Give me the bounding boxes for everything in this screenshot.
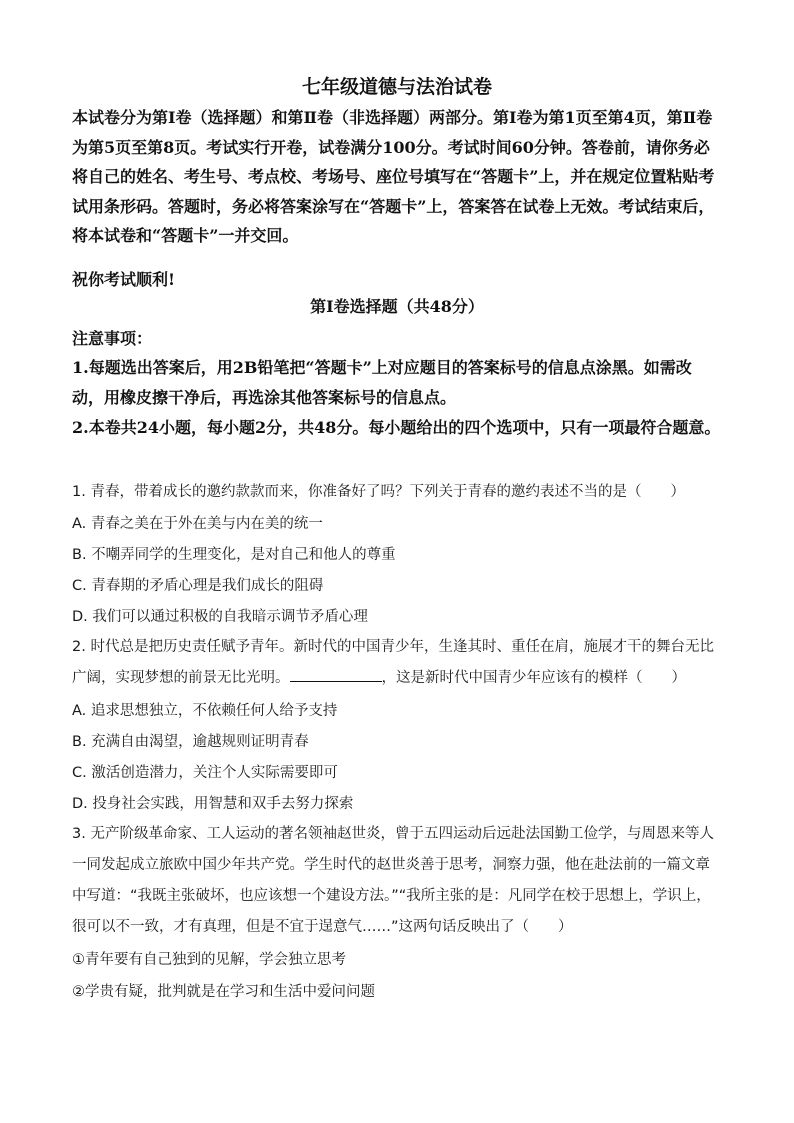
question-2-option-a: A. 追求思想独立，不依赖任何人给予支持 [72, 703, 338, 719]
section-title: 第Ⅰ卷选择题（共48分） [310, 297, 484, 316]
question-2-option-b: B. 充满自由渴望，逾越规则证明青春 [72, 734, 309, 750]
question-2-stem-part-1: 2. 时代总是把历史责任赋予青年。新时代的中国青少年，生逢其时、重任在肩，施展才干的舞台无比广阔，实现梦想的前景无比光明。 [72, 639, 714, 686]
notice-heading: 注意事项： [72, 329, 153, 348]
question-2-stem [72, 632, 724, 694]
good-luck-text: 祝你考试顺利! [72, 270, 176, 289]
question-2-option-d: D. 投身社会实践，用智慧和双手去努力探索 [72, 796, 354, 812]
question-1-option-a: A. 青春之美在于外在美与内在美的统一 [72, 516, 323, 532]
exam-title: 七年级道德与法治试卷 [301, 76, 492, 98]
question-2-stem-part-2: ，这是新时代中国青少年应该有的模样（ ） [381, 670, 686, 686]
question-2-option-c: C. 激活创造潜力，关注个人实际需要即可 [72, 765, 338, 781]
question-1-stem: 1. 青春，带着成长的邀约款款而来，你准备好了吗？下列关于青春的邀约表述不当的是（ ） [72, 484, 685, 500]
exam-instructions: 本试卷分为第Ⅰ卷（选择题）和第Ⅱ卷（非选择题）两部分。第Ⅰ卷为第1页至第4页，第Ⅱ卷为第5页至第8页。考试实行开卷，试卷满分100分。考试时间60分钟。答卷前，请你务必将自己的姓名、考生号、考点校、考场号、座位号填写在“答题卡”上，并在规定位置粘贴考试用条形码。答题时，务必将答案涂写在“答题卡”上，答案答在试卷上无效。考试结束后，将本试卷和“答题卡”一并交回。 [72, 108, 715, 245]
notice-item-2: 2.本卷共24小题，每小题2分，共48分。每小题给出的四个选项中，只有一项最符合题意。 [72, 418, 721, 437]
fill-in-blank [290, 667, 382, 682]
question-3-item-1: ①青年要有自己独到的见解，学会独立思考 [72, 952, 346, 968]
question-3-item-2: ②学贵有疑，批判就是在学习和生活中爱问问题 [72, 984, 375, 1000]
question-1-option-d: D. 我们可以通过积极的自我暗示调节矛盾心理 [72, 609, 368, 625]
notice-item-1: 1.每题选出答案后，用2B铅笔把“答题卡”上对应题目的答案标号的信息点涂黑。如需改动，用橡皮擦干净后，再选涂其他答案标号的信息点。 [72, 358, 692, 407]
question-1-option-c: C. 青春期的矛盾心理是我们成长的阻碍 [72, 578, 324, 594]
question-1-option-b: B. 不嘲弄同学的生理变化，是对自己和他人的尊重 [72, 547, 396, 563]
question-3-stem: 3. 无产阶级革命家、工人运动的著名领袖赵世炎，曾于五四运动后远赴法国勤工俭学，与周恩来等人一同发起成立旅欧中国少年共产党。学生时代的赵世炎善于思考，洞察力强，他在赴法前的一篇文章中写道：“我既主张破坏，也应该想一个建设方法。”“我所主张的是：凡同学在校于思想上，学识上，很可以不一致，才有真理，但是不宜于逞意气……”这两句话反映出了（ ） [72, 826, 714, 935]
